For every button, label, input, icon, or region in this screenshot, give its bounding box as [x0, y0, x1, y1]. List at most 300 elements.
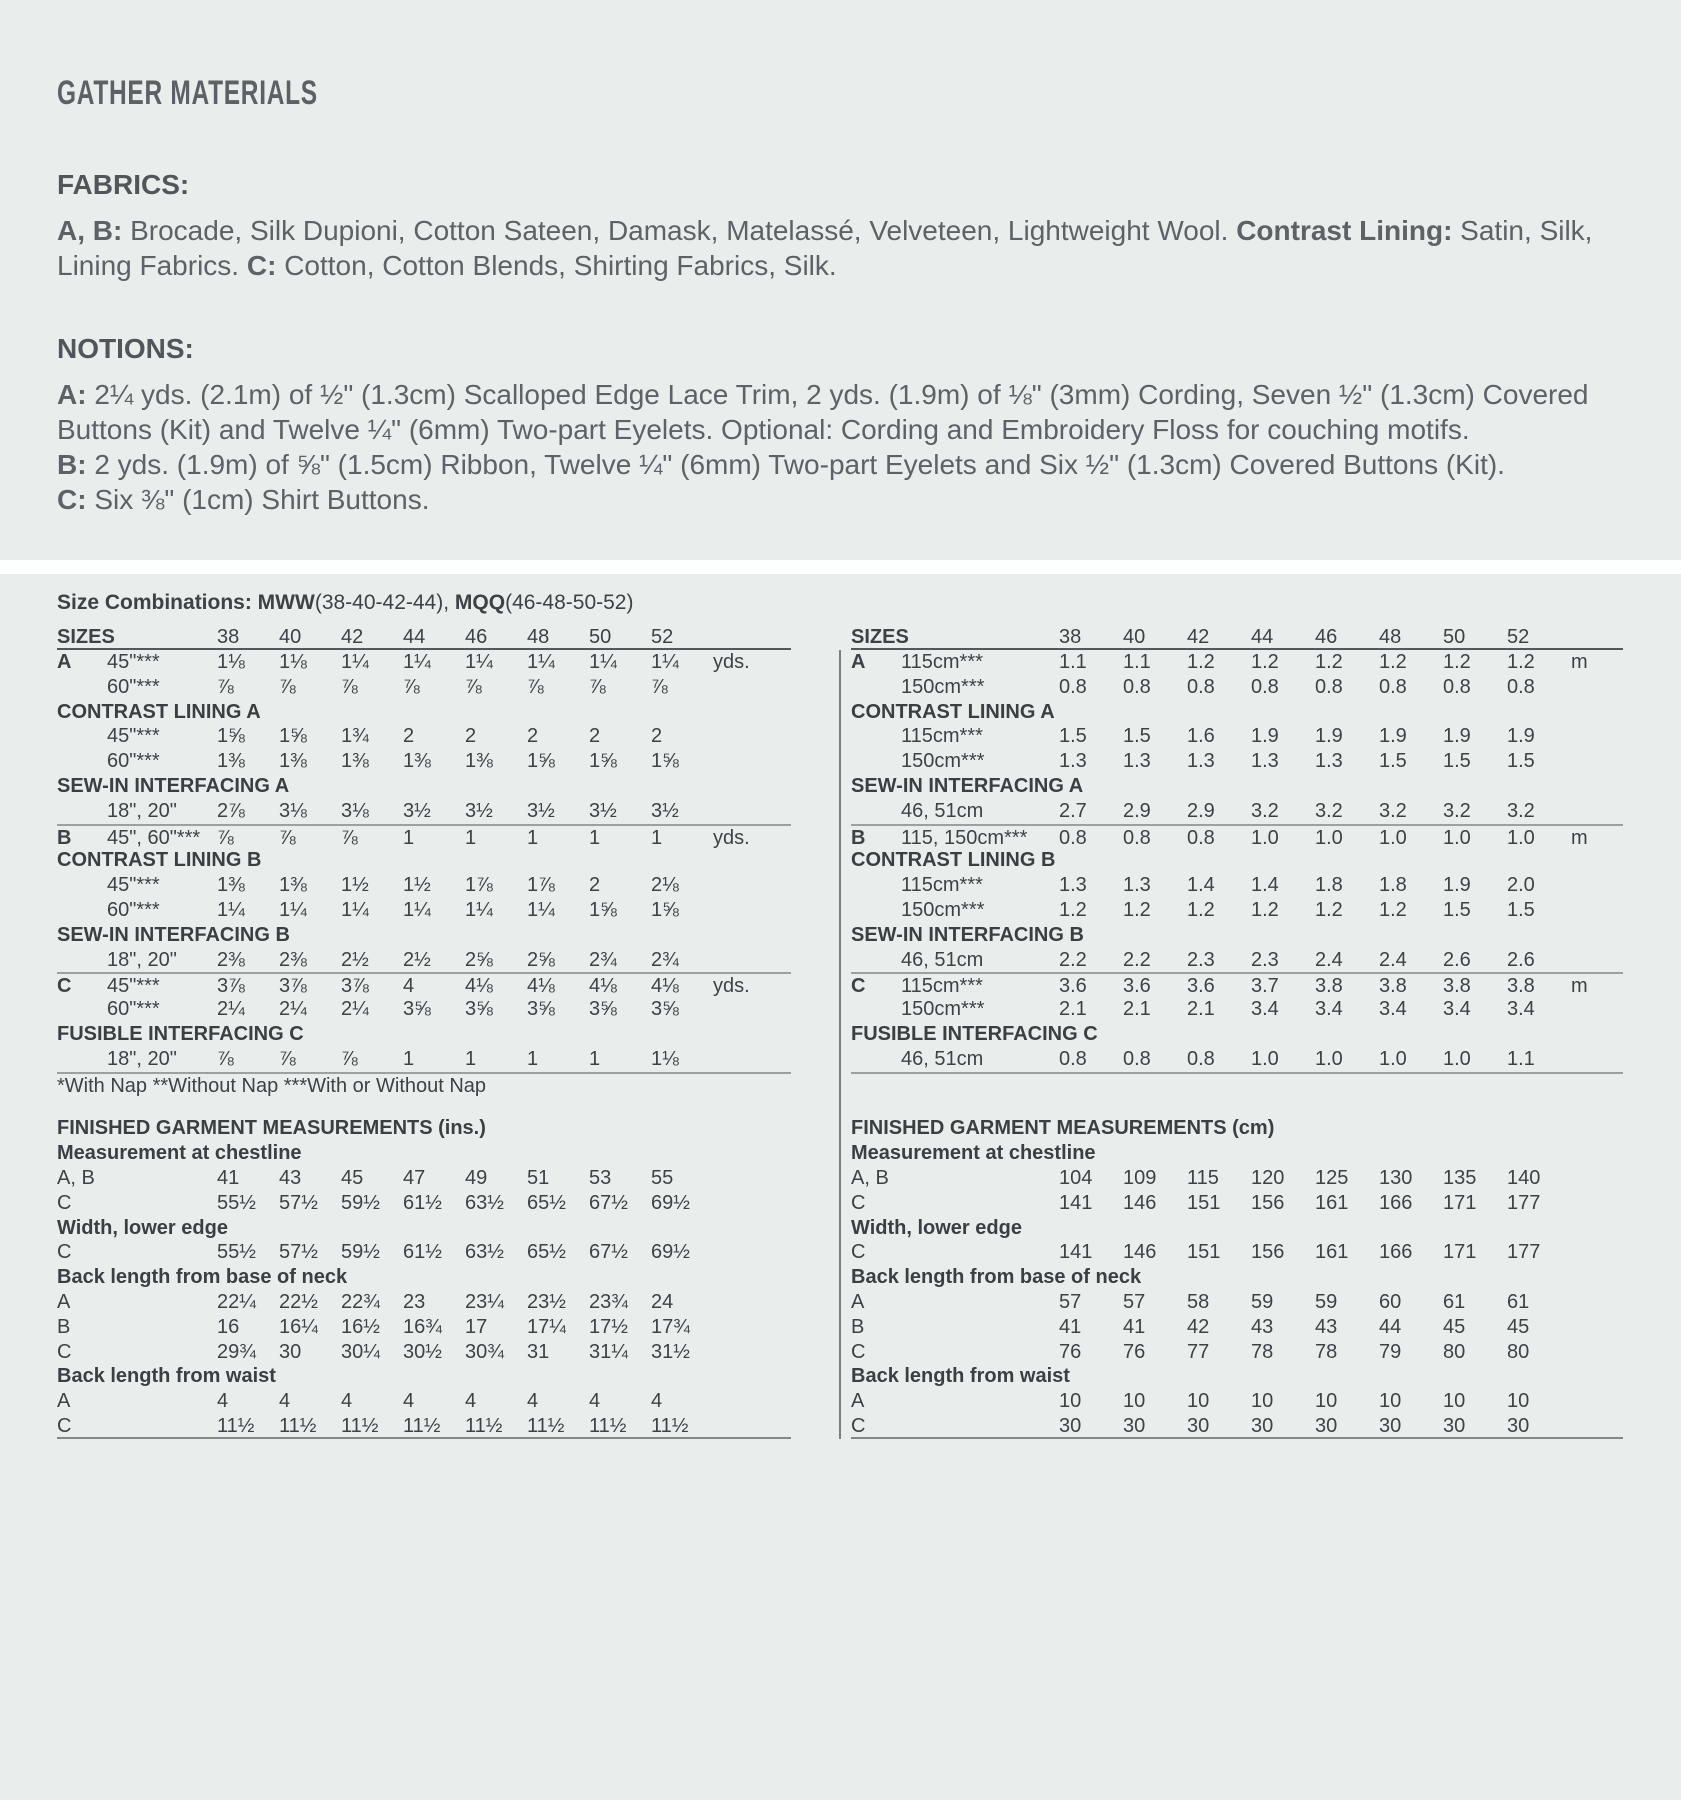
unit-cell: yds. — [713, 826, 750, 849]
table-row — [57, 724, 791, 749]
value-cell: 1.5 — [1443, 898, 1471, 921]
row-label: 18", 20" — [107, 1047, 177, 1070]
unit-cell: yds. — [713, 651, 750, 673]
value-cell: ⅞ — [217, 826, 234, 849]
value-cell: 3.4 — [1507, 998, 1535, 1021]
value-cell: 1.1 — [1123, 651, 1151, 673]
row-label: 115cm*** — [901, 651, 983, 673]
value-cell: 2.9 — [1123, 799, 1151, 822]
value-cell: 11½ — [589, 1414, 627, 1437]
value-cell: 1⅜ — [279, 750, 307, 773]
value-cell: 22½ — [279, 1290, 318, 1313]
value-cell: 1¼ — [527, 651, 555, 673]
value-cell: 177 — [1507, 1241, 1541, 1264]
group-label: FINISHED GARMENT MEASUREMENTS (cm) — [851, 1117, 1275, 1140]
value-cell: 1⅝ — [589, 898, 617, 921]
value-cell: 0.8 — [1507, 675, 1535, 698]
row-label: 115, 150cm*** — [901, 826, 1028, 849]
value-cell: 171 — [1443, 1241, 1477, 1264]
value-cell: 57½ — [279, 1241, 318, 1264]
value-cell: 1¼ — [589, 651, 617, 673]
value-cell: 2.2 — [1123, 948, 1151, 971]
value-cell: 1.3 — [1251, 750, 1279, 773]
value-cell: 3.8 — [1315, 975, 1343, 998]
unit-cell — [1571, 724, 1623, 749]
text-segment: (46-48-50-52) — [505, 591, 634, 614]
row-label: 60"*** — [107, 898, 160, 921]
value-cell: 30¼ — [341, 1340, 380, 1363]
group-label-row — [851, 700, 1623, 725]
header-size: 50 — [589, 626, 612, 648]
value-cell: 1.0 — [1379, 1047, 1407, 1070]
header-size: 52 — [651, 626, 674, 648]
value-cell: 1.4 — [1251, 874, 1279, 897]
value-cell: 30 — [1315, 1414, 1338, 1437]
header-size: 44 — [403, 626, 426, 648]
value-cell: 4 — [403, 975, 415, 998]
value-cell: 63½ — [465, 1191, 504, 1214]
value-cell: 76 — [1123, 1340, 1146, 1363]
value-cell: 30 — [1443, 1414, 1466, 1437]
unit-cell — [713, 997, 791, 1022]
table-row — [851, 1166, 1623, 1191]
value-cell: 151 — [1187, 1241, 1221, 1264]
value-cell: 4⅛ — [465, 975, 493, 998]
value-cell: 10 — [1123, 1390, 1146, 1413]
header-size: 50 — [1443, 626, 1466, 648]
unit-cell — [713, 749, 791, 774]
view-letter — [851, 1047, 901, 1072]
value-cell: 4 — [465, 1390, 477, 1413]
value-cell: ⅞ — [589, 675, 606, 698]
value-cell: 3⅝ — [651, 998, 679, 1021]
group-label: Measurement at chestline — [57, 1142, 302, 1165]
value-cell: 2 — [465, 725, 477, 748]
value-cell: 17½ — [589, 1315, 628, 1338]
unit-cell — [1571, 898, 1623, 923]
value-cell: 16½ — [341, 1315, 380, 1338]
value-cell: 1.5 — [1059, 725, 1087, 748]
value-cell: 0.8 — [1187, 1047, 1215, 1070]
value-cell: 55½ — [217, 1191, 256, 1214]
value-cell: 49 — [465, 1166, 488, 1189]
group-label-row — [851, 1216, 1623, 1241]
text-segment: Contrast Lining: — [1236, 215, 1453, 246]
group-label-row — [57, 1116, 791, 1141]
value-cell: 10 — [1379, 1390, 1402, 1413]
value-cell: 16 — [217, 1315, 240, 1338]
value-cell: 1 — [589, 1047, 601, 1070]
value-cell: 45 — [1507, 1315, 1530, 1338]
value-cell: 1.9 — [1507, 725, 1535, 748]
table-row — [851, 948, 1623, 973]
table-row — [851, 650, 1623, 675]
row-label: 115cm*** — [901, 975, 983, 998]
view-letter — [851, 898, 901, 923]
spacer — [851, 1096, 1623, 1116]
value-cell: 2 — [651, 725, 663, 748]
value-cell: 59 — [1251, 1290, 1274, 1313]
value-cell: 3⅞ — [279, 975, 307, 998]
value-cell: 10 — [1443, 1390, 1466, 1413]
row-label: 60"*** — [107, 675, 160, 698]
unit-cell — [713, 1166, 791, 1191]
view-letter — [851, 675, 901, 700]
value-cell: 3.2 — [1315, 799, 1343, 822]
value-cell: 2¼ — [279, 998, 307, 1021]
text-segment: 2¼ yds. (2.1m) of ½" (1.3cm) Scalloped Edge Lace Trim, 2 yds. (1.9m) of ⅛" (3mm) Cording, Seven ½" (1.3cm) Covered Buttons (Kit) and Twelve ¼" (6mm) Two-part Eyelets. Optional: Cording and Embroidery Floss for couching motifs. — [57, 379, 1589, 445]
view-letter: C — [851, 975, 866, 998]
table-row — [57, 1240, 791, 1265]
value-cell: 30½ — [403, 1340, 442, 1363]
unit-cell — [713, 948, 791, 973]
value-cell: 1 — [651, 826, 663, 849]
value-cell: 1¼ — [341, 898, 369, 921]
value-cell: 1 — [465, 826, 477, 849]
value-cell: 0.8 — [1251, 675, 1279, 698]
value-cell: 3⅞ — [341, 975, 369, 998]
value-cell: 3.2 — [1379, 799, 1407, 822]
value-cell: 3.8 — [1507, 975, 1535, 998]
text-segment: MQQ — [454, 591, 506, 614]
group-label-row — [57, 848, 791, 873]
value-cell: 30 — [279, 1340, 302, 1363]
value-cell: 2¾ — [651, 948, 679, 971]
row-label: C — [851, 1414, 866, 1437]
value-cell: 1⅞ — [527, 874, 555, 897]
header-size: 38 — [217, 626, 240, 648]
view-letter: C — [57, 975, 72, 998]
value-cell: 24 — [651, 1290, 674, 1313]
group-label-row — [57, 1364, 791, 1389]
group-label: SEW-IN INTERFACING B — [851, 923, 1084, 946]
value-cell: 2⅞ — [217, 799, 245, 822]
row-label: A — [57, 1390, 71, 1413]
value-cell: 80 — [1507, 1340, 1530, 1363]
value-cell: 3.2 — [1251, 799, 1279, 822]
view-letter — [57, 873, 107, 898]
value-cell: 4 — [651, 1390, 663, 1413]
view-letter — [57, 724, 107, 749]
group-label-row — [57, 923, 791, 948]
value-cell: 1.5 — [1379, 750, 1407, 773]
value-cell: 1⅜ — [217, 874, 245, 897]
value-cell: 171 — [1443, 1191, 1477, 1214]
value-cell: 0.8 — [1059, 826, 1087, 849]
text-segment: Satin, Silk, Lining Fabrics. — [57, 215, 1593, 281]
value-cell: 57½ — [279, 1191, 318, 1214]
value-cell: 65½ — [527, 1191, 566, 1214]
row-label: 45"*** — [107, 651, 160, 673]
notions-line — [57, 482, 1635, 517]
value-cell: 3.6 — [1123, 975, 1151, 998]
value-cell: 51 — [527, 1166, 550, 1189]
group-label: CONTRAST LINING B — [851, 849, 1056, 872]
group-label: FUSIBLE INTERFACING C — [57, 1022, 304, 1045]
value-cell: 4 — [403, 1390, 415, 1413]
value-cell: 1¾ — [341, 725, 369, 748]
value-cell: 3½ — [589, 799, 617, 822]
yardage-table-metric — [851, 588, 1623, 1439]
value-cell: 23¾ — [589, 1290, 628, 1313]
value-cell: ⅞ — [279, 1047, 296, 1070]
value-cell: 10 — [1059, 1390, 1082, 1413]
value-cell: 3½ — [403, 799, 431, 822]
value-cell: 2¾ — [589, 948, 617, 971]
table-row — [57, 1191, 791, 1216]
row-label: 18", 20" — [107, 799, 177, 822]
unit-cell — [1571, 1315, 1623, 1340]
table-row — [851, 1315, 1623, 1340]
group-label: FINISHED GARMENT MEASUREMENTS (ins.) — [57, 1117, 486, 1140]
value-cell: ⅞ — [341, 1047, 358, 1070]
value-cell: 1.2 — [1379, 898, 1407, 921]
view-letter — [57, 799, 107, 824]
value-cell: 2⅜ — [217, 948, 245, 971]
table-row — [851, 972, 1623, 997]
value-cell: 2.3 — [1187, 948, 1215, 971]
value-cell: 44 — [1379, 1315, 1402, 1338]
value-cell: 0.8 — [1123, 1047, 1151, 1070]
value-cell: 3.2 — [1507, 799, 1535, 822]
value-cell: 1½ — [403, 874, 431, 897]
unit-cell — [713, 1340, 791, 1365]
value-cell: 4 — [217, 1390, 229, 1413]
value-cell: 76 — [1059, 1340, 1082, 1363]
value-cell: 61½ — [403, 1241, 442, 1264]
value-cell: ⅞ — [651, 675, 668, 698]
value-cell: 2.4 — [1379, 948, 1407, 971]
value-cell: 1.0 — [1315, 1047, 1343, 1070]
value-cell: 146 — [1123, 1241, 1157, 1264]
value-cell: 1⅝ — [589, 750, 617, 773]
table-header-row — [851, 624, 1623, 650]
value-cell: 0.8 — [1379, 675, 1407, 698]
unit-cell: m — [1571, 975, 1588, 998]
row-label: 46, 51cm — [901, 1047, 984, 1070]
unit-cell — [713, 1191, 791, 1216]
value-cell: 1.6 — [1187, 725, 1215, 748]
table-row — [57, 1389, 791, 1414]
value-cell: 1 — [527, 1047, 539, 1070]
group-label: FUSIBLE INTERFACING C — [851, 1022, 1098, 1045]
value-cell: 1.5 — [1507, 898, 1535, 921]
table-row — [57, 997, 791, 1022]
value-cell: 2.4 — [1315, 948, 1343, 971]
value-cell: 3½ — [651, 799, 679, 822]
group-label-row — [57, 1265, 791, 1290]
value-cell: 1.2 — [1251, 651, 1279, 673]
row-label: C — [851, 1241, 866, 1264]
value-cell: 2.1 — [1187, 998, 1215, 1021]
row-label: 45"*** — [107, 874, 160, 897]
table-row — [851, 724, 1623, 749]
view-letter — [851, 997, 901, 1022]
notions-line — [57, 447, 1635, 482]
view-letter: B — [57, 826, 72, 849]
value-cell: 4⅛ — [651, 975, 679, 998]
value-cell: 1¼ — [217, 898, 245, 921]
table-row — [851, 1240, 1623, 1265]
row-label: 60"*** — [107, 750, 160, 773]
value-cell: 1.5 — [1507, 750, 1535, 773]
value-cell: 2 — [403, 725, 415, 748]
table-row — [851, 997, 1623, 1022]
value-cell: ⅞ — [465, 675, 482, 698]
value-cell: 1.9 — [1379, 725, 1407, 748]
value-cell: 45 — [341, 1166, 364, 1189]
value-cell: 3⅝ — [527, 998, 555, 1021]
value-cell: 1⅜ — [279, 874, 307, 897]
value-cell: 1.4 — [1187, 874, 1215, 897]
value-cell: 59 — [1315, 1290, 1338, 1313]
group-label-row — [851, 1364, 1623, 1389]
value-cell: 1 — [589, 826, 601, 849]
text-segment: Brocade, Silk Dupioni, Cotton Sateen, Damask, Matelassé, Velveteen, Lightweight Wool. — [122, 215, 1237, 246]
value-cell: ⅞ — [279, 675, 296, 698]
notions-paragraph — [57, 377, 1635, 517]
value-cell: 3½ — [527, 799, 555, 822]
row-label: 150cm*** — [901, 898, 985, 921]
table-row — [57, 1340, 791, 1365]
spacer — [57, 1096, 791, 1116]
row-label: C — [57, 1241, 72, 1264]
value-cell: 1 — [403, 1047, 415, 1070]
unit-cell — [713, 1414, 791, 1439]
view-letter: B — [851, 826, 866, 849]
value-cell: 1.5 — [1443, 750, 1471, 773]
value-cell: 1¼ — [465, 651, 493, 673]
table-row — [57, 650, 791, 675]
value-cell: 2⅝ — [465, 948, 493, 971]
value-cell: 61½ — [403, 1191, 442, 1214]
group-label: Back length from base of neck — [851, 1266, 1142, 1289]
group-label-row — [851, 848, 1623, 873]
value-cell: 166 — [1379, 1191, 1413, 1214]
value-cell: 60 — [1379, 1290, 1402, 1313]
group-label-row — [851, 1116, 1623, 1141]
value-cell: 58 — [1187, 1290, 1210, 1313]
value-cell: 30 — [1379, 1414, 1402, 1437]
value-cell: 115 — [1187, 1166, 1219, 1189]
text-segment: 2 yds. (1.9m) of ⅝" (1.5cm) Ribbon, Twelve ¼" (6mm) Two-part Eyelets and Six ½" (1.3cm) Covered Buttons (Kit). — [86, 449, 1505, 480]
value-cell: 141 — [1059, 1191, 1093, 1214]
header-size: 42 — [341, 626, 364, 648]
value-cell: 1⅜ — [341, 750, 369, 773]
value-cell: 1.9 — [1443, 725, 1471, 748]
value-cell: 65½ — [527, 1241, 566, 1264]
value-cell: 109 — [1123, 1166, 1157, 1189]
value-cell: 30 — [1123, 1414, 1146, 1437]
value-cell: 4 — [341, 1390, 353, 1413]
value-cell: 151 — [1187, 1191, 1221, 1214]
value-cell: 47 — [403, 1166, 426, 1189]
value-cell: ⅞ — [403, 675, 420, 698]
row-label: 150cm*** — [901, 750, 985, 773]
group-label-row — [57, 700, 791, 725]
table-row — [57, 824, 791, 849]
value-cell: 11½ — [465, 1414, 503, 1437]
header-size: 40 — [279, 626, 302, 648]
table-row — [57, 1047, 791, 1072]
table-row — [851, 898, 1623, 923]
row-label: 60"*** — [107, 998, 160, 1021]
text-segment: A: — [57, 379, 87, 410]
value-cell: 1.9 — [1251, 725, 1279, 748]
value-cell: 23¼ — [465, 1290, 504, 1313]
value-cell: 125 — [1315, 1166, 1349, 1189]
table-row — [57, 799, 791, 824]
value-cell: 1.0 — [1251, 1047, 1279, 1070]
table-row — [57, 1290, 791, 1315]
value-cell: 120 — [1251, 1166, 1285, 1189]
value-cell: 161 — [1315, 1241, 1349, 1264]
unit-cell — [1571, 799, 1623, 824]
value-cell: 69½ — [651, 1241, 690, 1264]
value-cell: 3⅝ — [589, 998, 617, 1021]
value-cell: 43 — [1251, 1315, 1274, 1338]
table-row — [851, 799, 1623, 824]
value-cell: 0.8 — [1187, 675, 1215, 698]
table-row — [57, 675, 791, 700]
value-cell: 3.4 — [1251, 998, 1279, 1021]
unit-cell — [713, 724, 791, 749]
value-cell: 177 — [1507, 1191, 1541, 1214]
unit-cell — [1571, 1240, 1623, 1265]
value-cell: 17¾ — [651, 1315, 690, 1338]
value-cell: 2.6 — [1443, 948, 1471, 971]
value-cell: 1¼ — [403, 651, 431, 673]
value-cell: 141 — [1059, 1241, 1093, 1264]
value-cell: 16¾ — [403, 1315, 442, 1338]
value-cell: 1⅛ — [651, 1047, 679, 1070]
value-cell: 41 — [217, 1166, 240, 1189]
value-cell: 79 — [1379, 1340, 1402, 1363]
header-unit — [1571, 624, 1623, 650]
table-row — [57, 1414, 791, 1439]
view-letter — [57, 749, 107, 774]
value-cell: 1.2 — [1443, 651, 1471, 673]
value-cell: 1.0 — [1443, 1047, 1471, 1070]
group-label: CONTRAST LINING A — [57, 700, 261, 723]
header-sizes-label: SIZES — [851, 626, 909, 648]
unit-cell — [713, 1290, 791, 1315]
table-row — [57, 749, 791, 774]
unit-cell: m — [1571, 651, 1588, 673]
unit-cell — [1571, 1166, 1623, 1191]
value-cell: 0.8 — [1187, 826, 1215, 849]
value-cell: 11½ — [403, 1414, 441, 1437]
row-label: 45"*** — [107, 725, 160, 748]
value-cell: 3.6 — [1059, 975, 1087, 998]
yardage-table-imperial — [57, 588, 791, 1439]
view-letter — [57, 948, 107, 973]
text-segment: A, B: — [57, 215, 123, 246]
value-cell: 146 — [1123, 1191, 1157, 1214]
value-cell: 3.8 — [1379, 975, 1407, 998]
value-cell: 23 — [403, 1290, 426, 1313]
unit-cell — [713, 799, 791, 824]
group-label-row — [57, 774, 791, 799]
group-label-row — [851, 1141, 1623, 1166]
value-cell: 22¾ — [341, 1290, 380, 1313]
value-cell: 2.2 — [1059, 948, 1087, 971]
value-cell: 2.1 — [1123, 998, 1151, 1021]
row-label: C — [57, 1340, 72, 1363]
value-cell: 2 — [527, 725, 539, 748]
text-segment: Six ⅜" (1cm) Shirt Buttons. — [86, 484, 430, 515]
unit-cell — [1571, 749, 1623, 774]
